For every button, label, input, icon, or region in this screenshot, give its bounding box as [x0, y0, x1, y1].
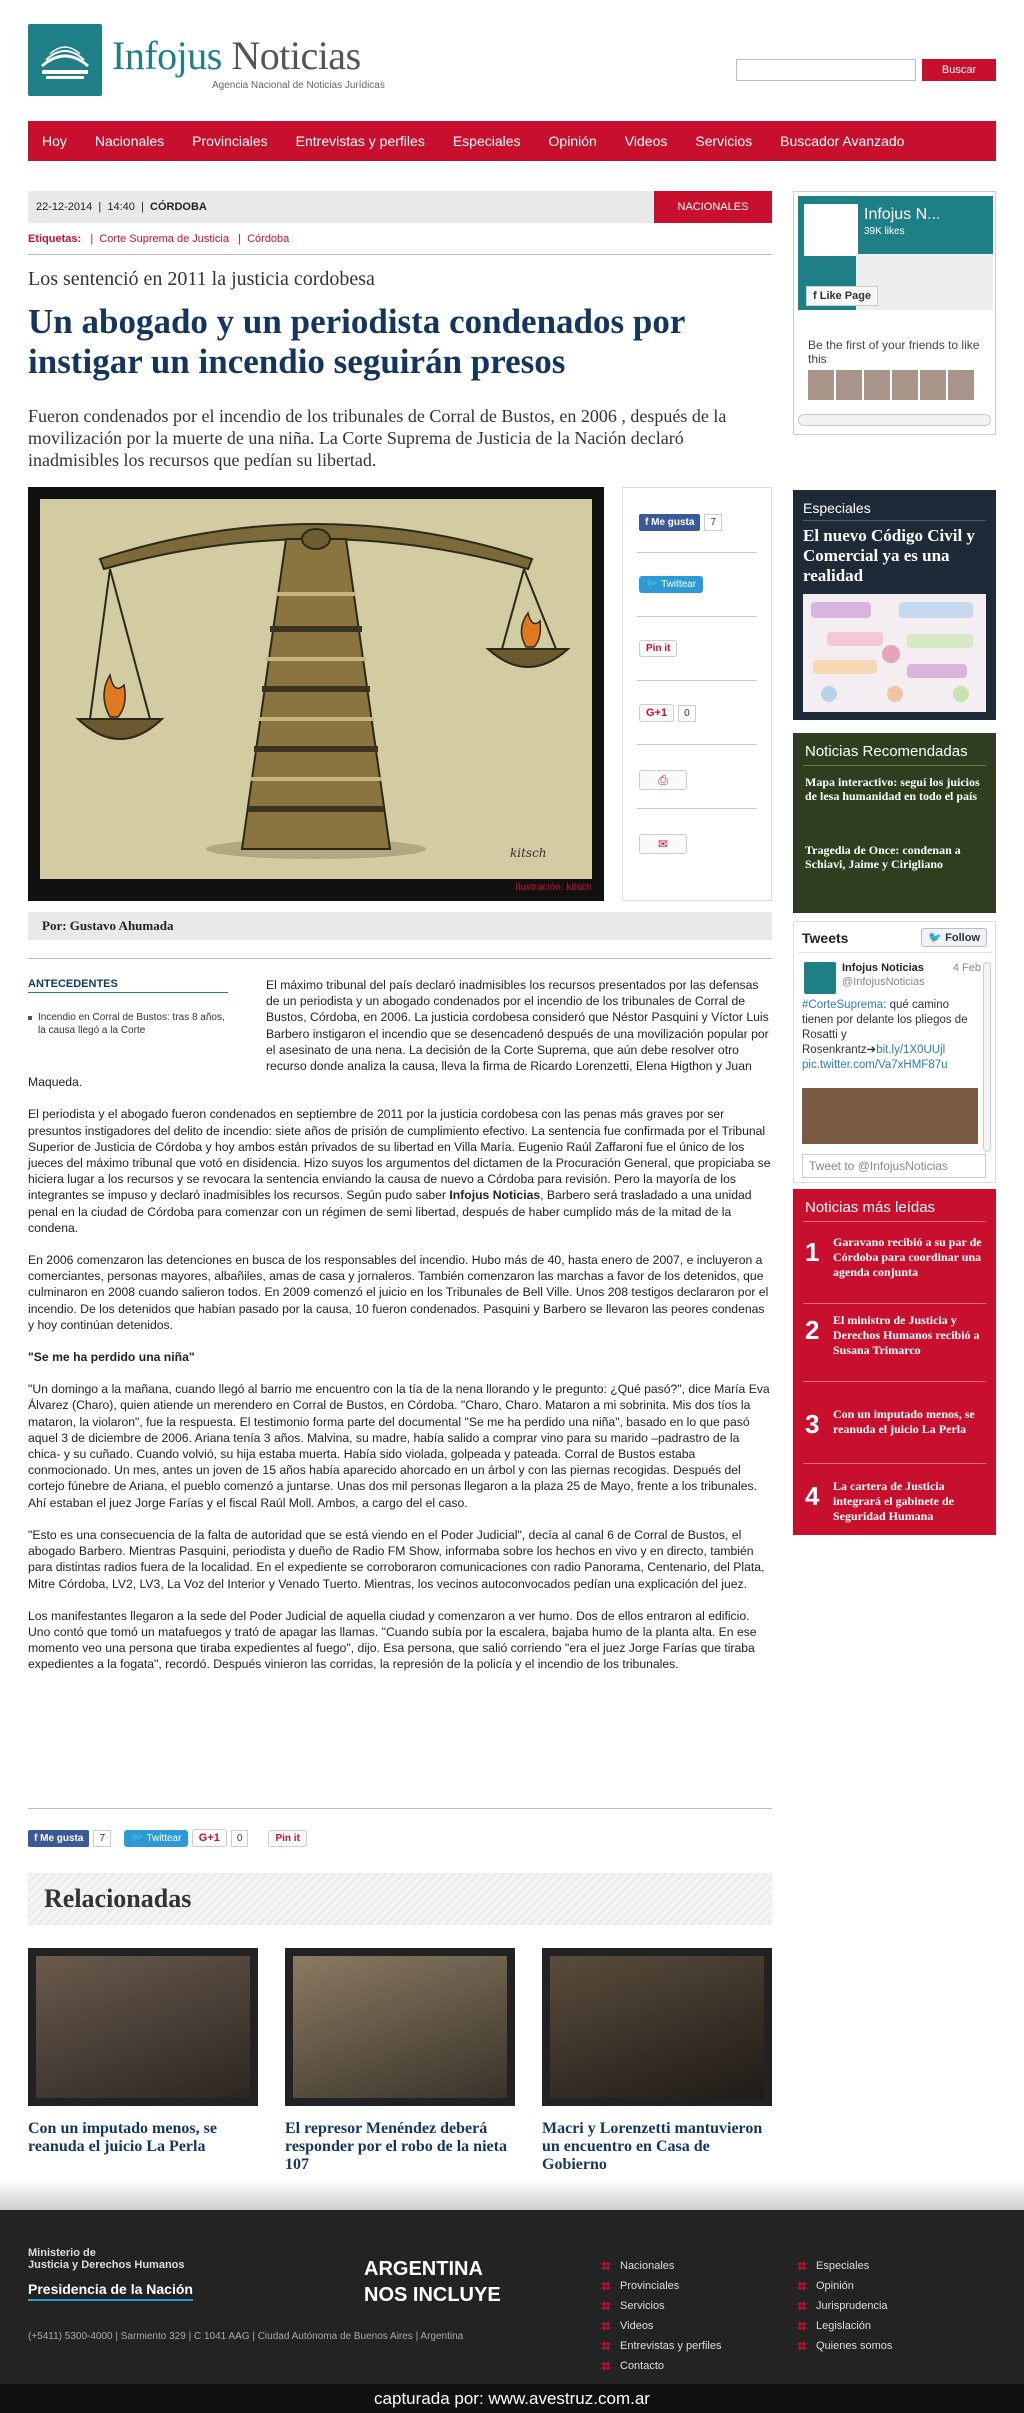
nav-item-nacionales[interactable]: Nacionales — [94, 133, 165, 149]
recomendada-link[interactable]: Mapa interactivo: seguí los juicios de lesa humanidad en todo el país — [805, 775, 980, 803]
nav-item-especiales[interactable]: Especiales — [452, 133, 521, 149]
article-kicker: Los sentenció en 2011 la justicia cordobesa — [28, 268, 375, 290]
body-paragraph: Los manifestantes llegaron a la sede del Poder Judicial de aquella ciudad y comenzaron a ver humo. Dos de ellos entraron al edificio. Uno contó que tomó un matafuegos y trató de apagar las llamas. "Cuando subía por la escalera, bajaba humo de la planta alta. En ese momento veo una persona que tiraba expedientes al fuego", dijo. Esa persona, que salió corriendo "era el juez Jorge Farías que tiraba expedientes a la fogata", recordó. Después vinieron las corridas, la represión de la policía y el incendio de los tribunales. — [28, 1608, 757, 1672]
mas-leidas-label: Noticias más leídas — [805, 1199, 936, 1216]
tag-link[interactable]: Corte Suprema de Justicia — [99, 233, 229, 245]
mas-leida-title[interactable]: Con un imputado menos, se reanuda el juicio La Perla — [833, 1407, 975, 1436]
gplus-button[interactable]: G+1 — [192, 1829, 227, 1847]
facebook-page-likes: 39K likes — [864, 226, 905, 237]
twitter-widget — [793, 921, 996, 1183]
divider — [803, 1221, 986, 1222]
site-header — [0, 0, 1024, 120]
pinterest-row — [639, 640, 677, 657]
tweet-image[interactable] — [802, 1088, 978, 1144]
divider — [803, 520, 986, 521]
pinterest-button[interactable]: Pin it — [268, 1830, 306, 1847]
twitter-account-name[interactable]: Infojus Noticias — [842, 962, 924, 974]
divider — [798, 952, 991, 953]
body-paragraph: El periodista y el abogado fueron condenados en septiembre de 2011 por la justicia cordobesa con las penas más graves por ser presuntos instigadores del delito de incendio: siete años de prisión de cumplimiento efectivo. La sentencia fue confirmada por el Tribunal Superior de Justicia de Córdoba y hoy ambos están privados de su libertad en Villa María. Eugenio Raúl Zaffaroni fue el único de los jueces del máximo tribunal que votó en disidencia. Hizo suyos los argumentos del dictamen de la Procuración General, que propiciaba se hiciera lugar a los recursos y se revocara la sentencia enviando la causa de nuevo a Córdoba para revisión. Pero la mayoría de los integrantes se impuso y declaró inadmisibles los recursos. Según pudo saber Infojus Noticias, Barbero será trasladado a una unidad penal en la ciudad de Córdoba para comenzar con un régimen de semi libertad, después de haber cumplido más de la mitad de la condena. — [28, 1107, 771, 1235]
avatar[interactable] — [864, 370, 890, 400]
divider — [637, 808, 757, 809]
divider — [28, 1808, 772, 1809]
logo-name: Infojus Noticias — [112, 33, 361, 78]
divider — [28, 958, 772, 959]
site-footer — [0, 2210, 1024, 2384]
tweet-hashtag[interactable]: #CorteSuprema — [802, 999, 884, 1011]
footer-presidencia[interactable]: Presidencia de la Nación — [28, 2281, 193, 2301]
tweet-to-input[interactable]: Tweet to @InfojusNoticias — [802, 1154, 986, 1178]
footer-link[interactable]: Servicios — [600, 2296, 721, 2316]
site-logo[interactable] — [28, 24, 398, 96]
pinterest-button[interactable]: Pin it — [639, 640, 677, 657]
print-icon[interactable]: ⎙ — [639, 770, 687, 790]
footer-links-col-2 — [796, 2256, 892, 2356]
facebook-like-page-button[interactable]: f Like Page — [806, 286, 878, 306]
related-title[interactable]: El represor Menéndez deberá responder por el robo de la nieta 107 — [285, 2120, 507, 2173]
related-heading: Relacionadas — [28, 1873, 772, 1925]
tweet-text: #CorteSuprema: qué camino tienen por delante los pliegos de Rosatti y Rosenkrantz➔bit.ly/1X0UUjl pic.twitter.com/Va7xHMF87u — [802, 999, 968, 1071]
tweet-button[interactable]: 🐦 Twittear — [124, 1830, 188, 1847]
facebook-like-row — [639, 514, 722, 531]
article-meta-bar: 22-12-2014 | 14:40 | CÓRDOBA NACIONALES — [28, 191, 772, 223]
antecedentes-spacer — [28, 977, 266, 1067]
footer-link[interactable]: Videos — [600, 2316, 721, 2336]
tweets-title: Tweets — [802, 930, 849, 946]
footer-shadow — [0, 2180, 1024, 2210]
article-date: 22-12-2014 — [36, 201, 93, 213]
article-time: 14:40 — [107, 201, 135, 213]
nav-item-opinion[interactable]: Opinión — [548, 133, 597, 149]
tweet-link[interactable]: bit.ly/1X0UUjl — [876, 1044, 946, 1056]
related-photo — [542, 1948, 772, 2106]
tweet-link[interactable]: pic.twitter.com/Va7xHMF87u — [802, 1059, 948, 1071]
article-title: Un abogado y un periodista condenados por instigar un incendio seguirán presos — [28, 302, 685, 381]
facebook-page-widget — [793, 191, 996, 435]
related-photo — [28, 1948, 258, 2106]
twitter-scrollbar[interactable] — [983, 962, 991, 1152]
tag-link[interactable]: Córdoba — [247, 233, 290, 245]
recomendadas-label: Noticias Recomendadas — [805, 743, 968, 760]
facebook-cover — [798, 196, 993, 310]
body-paragraph: En 2006 comenzaron las detenciones en busca de los responsables del incendio. Hubo más de 40, hasta enero de 2007, e incluyeron a comerciantes, personas mayores, albañiles, amas de casa y jornaleros. También comenzaron las marchas a favor de los detenidos, que culminaron en 2008 cuando salieron todos. En 2009 comenzó el juicio en los Tribunales de Bell Ville. Unos 208 testigos declararon por el incendio. De los detenidos que habían pasado por la causa, 10 fueron condenados. Pasquini y Barbero se llevaron las peores condenas y hoy continúan detenidos. — [28, 1253, 769, 1332]
divider — [637, 744, 757, 745]
bottom-share-bar — [28, 1829, 307, 1851]
twitter-follow-button[interactable]: 🐦 Follow — [921, 928, 987, 947]
footer-argentina-logo[interactable]: ARGENTINA NOS INCLUYE — [364, 2258, 501, 2306]
tags-label: Etiquetas: — [28, 233, 82, 245]
divider — [637, 552, 757, 553]
related-item[interactable] — [285, 1948, 515, 2174]
search-input[interactable] — [736, 59, 916, 81]
rank-number: 3 — [805, 1409, 820, 1439]
article-illustration — [28, 487, 604, 901]
like-count: 7 — [704, 514, 722, 531]
tags-row: Etiquetas: | Corte Suprema de Justicia | Córdoba — [28, 233, 290, 245]
nav-item-servicios[interactable]: Servicios — [695, 133, 753, 149]
gplus-row — [639, 704, 696, 722]
book-icon — [38, 38, 92, 82]
rank-number: 2 — [805, 1315, 820, 1345]
related-item[interactable] — [28, 1948, 258, 2156]
illustration-signature: kitsch — [510, 846, 547, 860]
divider — [803, 1381, 986, 1382]
tweet-date[interactable]: 4 Feb — [952, 962, 981, 974]
scales-illustration — [40, 499, 592, 879]
footer-address: (+5411) 5300-4000 | Sarmiento 329 | C 1041 AAG | Ciudad Autónoma de Buenos Aires | Argentina — [28, 2331, 464, 2342]
footer-link[interactable]: Especiales — [796, 2256, 892, 2276]
logo-emblem — [28, 24, 102, 96]
codigo-civil-infographic — [803, 594, 986, 712]
especiales-image[interactable] — [803, 594, 986, 712]
footer-link[interactable]: Entrevistas y perfiles — [600, 2336, 721, 2356]
body-paragraph: "Un domingo a la mañana, cuando llegó al barrio me encuentro con la tía de la nena llorando y le pregunto: ¿Qué pasó?", dice María Eva Álvarez (Charo), quien atiende un merendero en Corral de Bustos, en Córdoba. "Charo, Charo. Mataron a mi sobrinita. Mis dos tíos la mataron, la violaron", fue la respuesta. El testimonio forma parte del documental "Se me ha perdido una niña", basado en lo que pasó aquel 3 de diciembre de 2006. Ariana tenía 3 años. Malvina, su madre, había salido a comprar vino para su marido –padrastro de la chica- y su cuñado. Cuando volvió, su hija estaba muerta. Había sido violada, golpeada y pateada. Corral de Bustos estaba conmocionado. Un mes, antes un joven de 15 años había aparecido ahorcado en un árbol y con las piernas recogidas. Después del cortejo fúnebre de Ariana, el pueblo comenzó a juntarse. Unas dos mil personas llegaron a la plaza 25 de Mayo, frente a los tribunales. Ahí estaban el juez Jorge Farías y el fiscal Raúl Moll. Ambos, a cargo del el caso. — [28, 1382, 770, 1510]
nav-item-videos[interactable]: Videos — [624, 133, 668, 149]
especiales-title[interactable]: El nuevo Código Civil y Comercial ya es una realidad — [803, 526, 975, 585]
rank-number: 1 — [805, 1237, 820, 1267]
divider — [803, 1463, 986, 1464]
section-badge[interactable]: NACIONALES — [654, 191, 772, 223]
illustration-canvas — [40, 499, 592, 879]
footer-link[interactable]: Jurisprudencia — [796, 2296, 892, 2316]
nav-item-provinciales[interactable]: Provinciales — [192, 133, 268, 149]
facebook-scrollbar[interactable] — [798, 414, 991, 426]
especiales-box[interactable] — [793, 490, 996, 720]
avatar[interactable] — [920, 370, 946, 400]
logo-subtitle: Agencia Nacional de Noticias Jurídicas — [212, 80, 385, 91]
facebook-like-button[interactable]: f Me gusta — [28, 1830, 89, 1847]
antecedentes-title: ANTECEDENTES — [28, 978, 118, 990]
facebook-friends-faces — [808, 370, 974, 400]
article-city: CÓRDOBA — [150, 201, 207, 213]
avatar[interactable] — [892, 370, 918, 400]
footer-ministerio[interactable]: Ministerio de Justicia y Derechos Humanos — [28, 2247, 185, 2271]
footer-link[interactable]: Provinciales — [600, 2276, 721, 2296]
mas-leida-title[interactable]: Garavano recibió a su par de Córdoba para coordinar una agenda conjunta — [833, 1235, 982, 1279]
recomendadas-box — [793, 733, 996, 913]
footer-link[interactable]: Nacionales — [600, 2256, 721, 2276]
divider — [803, 765, 986, 766]
recomendada-link[interactable]: Tragedia de Once: condenan a Schiavi, Jaime y Cirigliano — [805, 843, 961, 871]
rank-number: 4 — [805, 1481, 820, 1511]
gplus-button[interactable]: G+1 — [639, 704, 674, 722]
tweet-row — [639, 576, 703, 593]
facebook-friends-text: Be the first of your friends to like this — [808, 338, 980, 366]
footer-link[interactable]: Legislación — [796, 2316, 892, 2336]
like-count: 7 — [93, 1830, 111, 1847]
especiales-label: Especiales — [803, 500, 871, 516]
footer-link[interactable]: Contacto — [600, 2356, 721, 2376]
related-item[interactable] — [542, 1948, 772, 2174]
search-button[interactable]: Buscar — [922, 59, 996, 81]
footer-link[interactable]: Opinión — [796, 2276, 892, 2296]
related-photo — [285, 1948, 515, 2106]
twitter-avatar[interactable] — [804, 962, 836, 994]
image-credit: Ilustración: kitsch — [515, 882, 592, 893]
nav-item-entrevistas[interactable]: Entrevistas y perfiles — [295, 133, 425, 149]
divider — [803, 1303, 986, 1304]
main-nav — [28, 121, 996, 161]
share-panel — [622, 487, 772, 901]
footer-links-col-1 — [600, 2256, 721, 2376]
gplus-count: 0 — [678, 705, 696, 722]
avatar[interactable] — [948, 370, 974, 400]
facebook-page-avatar[interactable] — [804, 204, 858, 256]
tweet-button[interactable]: 🐦 Twittear — [639, 576, 703, 593]
print-row — [639, 770, 687, 790]
related-title[interactable]: Con un imputado menos, se reanuda el juicio La Perla — [28, 2120, 217, 2155]
twitter-handle[interactable]: @InfojusNoticias — [842, 976, 925, 988]
avatar[interactable] — [836, 370, 862, 400]
avatar[interactable] — [808, 370, 834, 400]
gplus-count: 0 — [231, 1830, 249, 1847]
nav-item-buscador[interactable]: Buscador Avanzado — [780, 133, 905, 149]
email-icon[interactable]: ✉ — [639, 834, 687, 854]
body-paragraph: El máximo tribunal del país declaró inadmisibles los recursos presentados por las defensas de un periodista y un abogado condenados por el incendio de los tribunales de Corral de Bustos, Córdoba, en 2006. La justicia cordobesa consideró que Néstor Pasquini y Víctor Luis Barbero instigaron el incendio que se desencadenó después de una movilización popular por el asesinato de una nena. La decisión de la Corte Suprema, que aún debe resolver otro recurso donde analiza la causa, lleva la firma de Ricardo Lorenzetti, Elena Higthon y Juan Maqueda. — [28, 978, 769, 1090]
article-body — [28, 977, 772, 1689]
capture-banner: capturada por: www.avestruz.com.ar — [0, 2384, 1024, 2413]
article-lead: Fueron condenados por el incendio de los tribunales de Corral de Bustos, en 2006 , después de la movilización por la muerte de una niña. La Corte Suprema de Justicia de la Nación declaró inadmisibles los recursos que pedían su libertad. — [28, 406, 727, 470]
email-row — [639, 834, 687, 854]
facebook-page-name[interactable]: Infojus N... — [864, 206, 941, 223]
nav-item-hoy[interactable]: Hoy — [42, 133, 67, 149]
divider — [637, 680, 757, 681]
body-subheading: "Se me ha perdido una niña" — [28, 1350, 195, 1365]
facebook-like-button[interactable]: f Me gusta — [639, 514, 700, 531]
antecedentes-link[interactable]: Incendio en Corral de Bustos: tras 8 años, la causa llegó a la Corte — [38, 1011, 228, 1037]
footer-link[interactable]: Quienes somos — [796, 2336, 892, 2356]
body-paragraph: "Esto es una consecuencia de la falta de autoridad que se está viendo en el Poder Judicial", decía al canal 6 de Corral de Bustos, el abogado Barbero. Mientras Pasquini, periodista y dueño de Radio FM Show, informaba sobre los hechos en vivo y en directo, también para distintas radios fuera de la localidad. En el expediente se corroboraron comunicaciones con radio Panorama, Centenario, del Plata, Mitre Córdoba, LV2, LV3, La Voz del Interior y Venado Tuerto. Mientras, los vecinos autoconvocados pedían una explicación del juez. — [28, 1527, 765, 1591]
article-author: Por: Gustavo Ahumada — [28, 912, 772, 940]
mas-leidas-box — [793, 1189, 996, 1535]
divider — [637, 616, 757, 617]
related-title[interactable]: Macri y Lorenzetti mantuvieron un encuentro en Casa de Gobierno — [542, 2120, 763, 2173]
divider — [28, 254, 772, 255]
mas-leida-title[interactable]: El ministro de Justicia y Derechos Humanos recibió a Susana Trimarco — [833, 1313, 980, 1357]
mas-leida-title[interactable]: La cartera de Justicia integrará el gabinete de Seguridad Humana — [833, 1479, 954, 1523]
